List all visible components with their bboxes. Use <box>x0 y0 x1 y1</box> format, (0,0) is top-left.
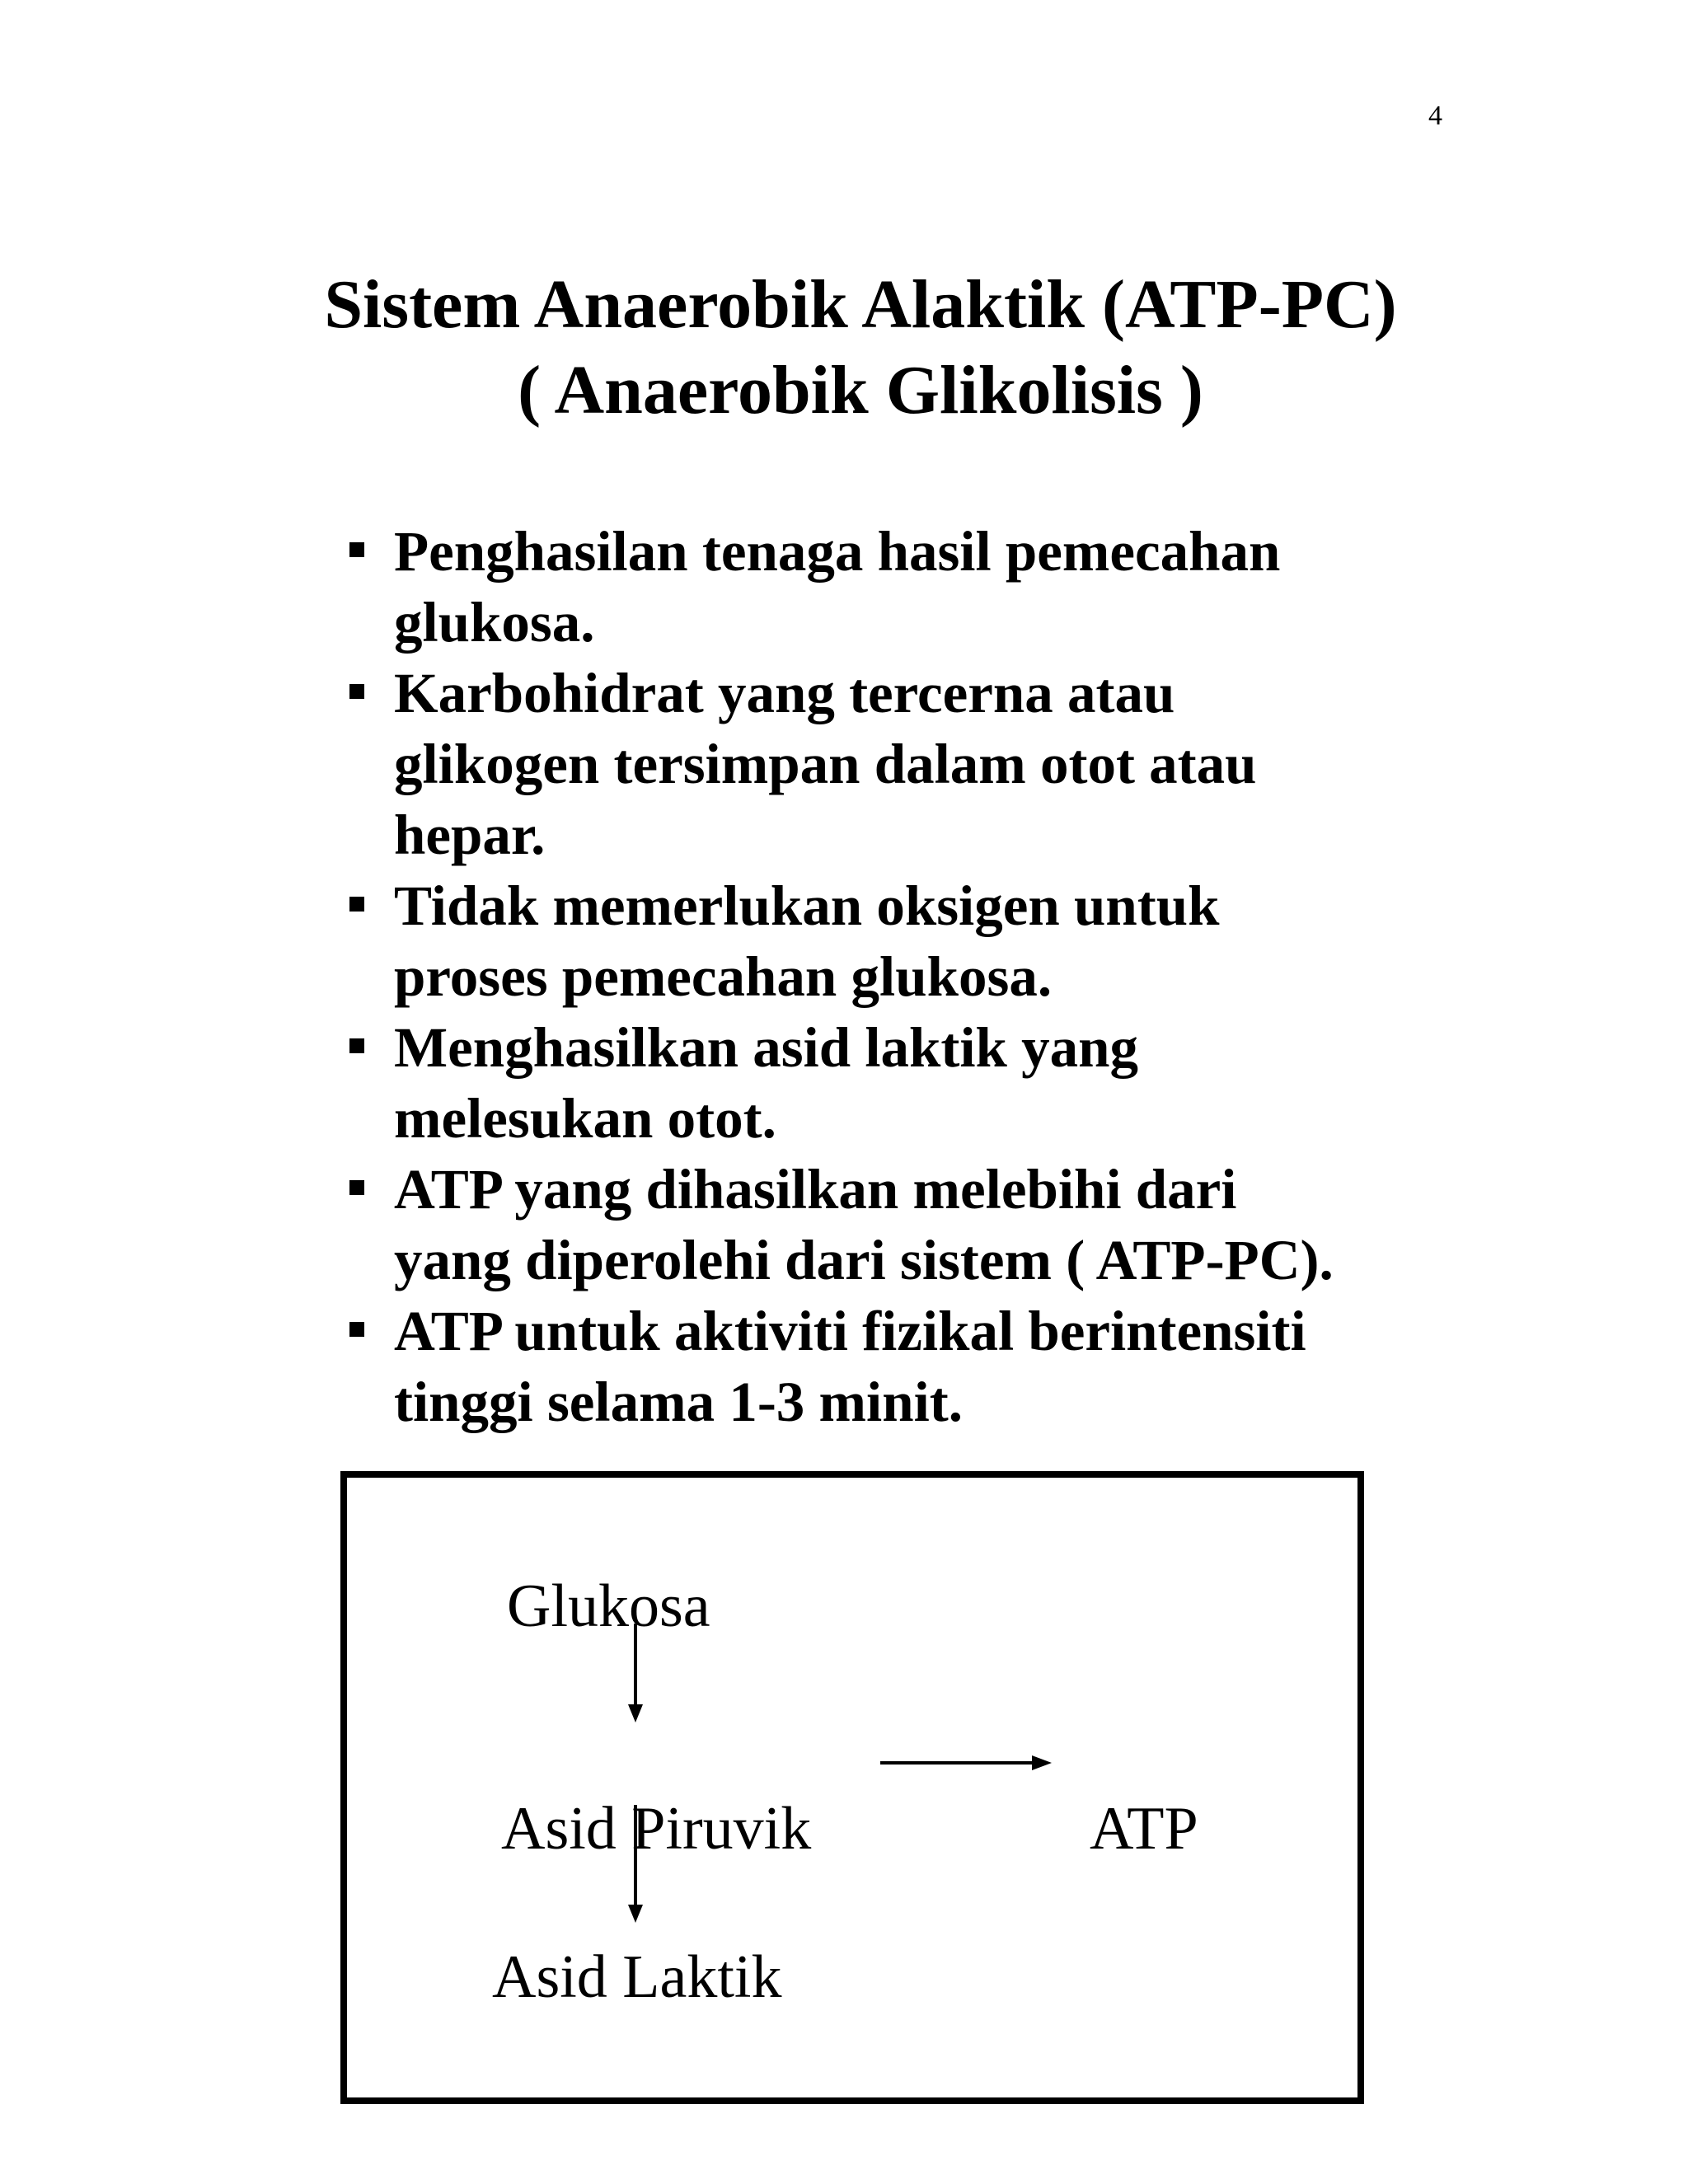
bullet-item <box>346 1296 1467 1437</box>
bullet-list <box>346 516 1467 1437</box>
square-bullet-icon <box>349 542 364 557</box>
bullet-text-line: hepar. <box>394 804 546 866</box>
bullet-text-line: Karbohidrat yang tercerna atau <box>394 662 1175 724</box>
bullet-text-line: proses pemecahan glukosa. <box>394 945 1053 1008</box>
square-bullet-icon <box>349 897 364 912</box>
bullet-item <box>346 658 1467 870</box>
bullet-item <box>346 1012 1467 1154</box>
node-glukosa: Glukosa <box>507 1572 710 1640</box>
bullet-text-line: melesukan otot. <box>394 1087 776 1150</box>
bullet-text-line: Menghasilkan asid laktik yang <box>394 1016 1139 1079</box>
bullet-text-line: ATP yang dihasilkan melebihi dari <box>394 1158 1237 1221</box>
bullet-text-line: Penghasilan tenaga hasil pemecahan <box>394 520 1281 583</box>
bullet-item <box>346 1154 1467 1296</box>
page-number: 4 <box>1428 101 1442 131</box>
square-bullet-icon <box>349 684 364 699</box>
node-asid-laktik: Asid Laktik <box>492 1943 782 2011</box>
node-asid-piruvik: Asid Piruvik <box>501 1795 812 1863</box>
node-atp: ATP <box>1090 1795 1198 1863</box>
bullet-text-line: glikogen tersimpan dalam otot atau <box>394 733 1257 795</box>
page-title <box>0 262 1688 434</box>
square-bullet-icon <box>349 1038 364 1053</box>
bullet-text-line: ATP untuk aktiviti fizikal berintensiti <box>394 1300 1306 1362</box>
bullet-text-line: tinggi selama 1-3 minit. <box>394 1371 963 1433</box>
bullet-item <box>346 870 1467 1012</box>
bullet-text-line: glukosa. <box>394 591 595 654</box>
bullet-text-line: yang diperolehi dari sistem ( ATP-PC). <box>394 1229 1334 1291</box>
bullet-text-line: Tidak memerlukan oksigen untuk <box>394 874 1220 937</box>
square-bullet-icon <box>349 1322 364 1337</box>
square-bullet-icon <box>349 1180 364 1195</box>
title-line-2: ( Anaerobik Glikolisis ) <box>518 352 1203 429</box>
title-line-1: Sistem Anaerobik Alaktik (ATP-PC) <box>324 266 1397 343</box>
bullet-item <box>346 516 1467 658</box>
